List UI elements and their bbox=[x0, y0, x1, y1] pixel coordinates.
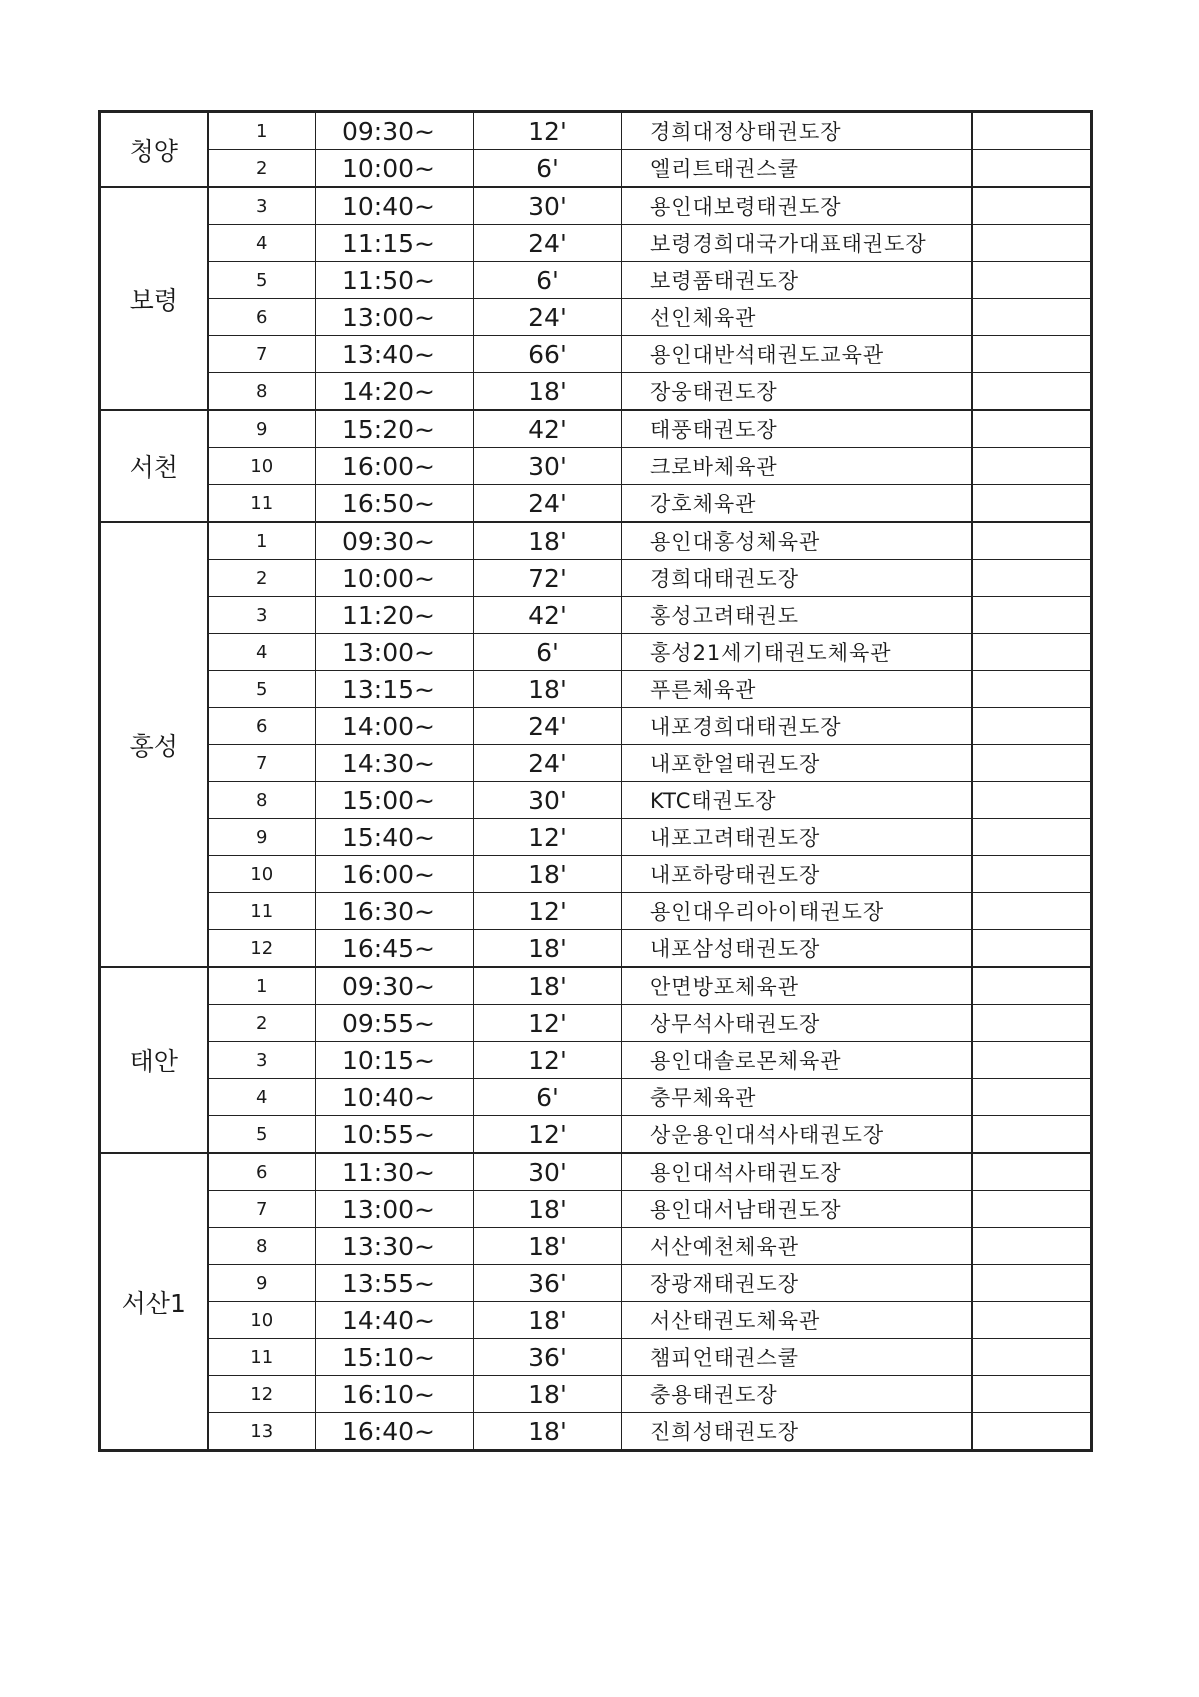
note-cell bbox=[972, 373, 1092, 411]
duration-cell: 18' bbox=[474, 1413, 622, 1451]
entry-number-cell: 10 bbox=[208, 1302, 316, 1339]
start-time-cell: 10:00~ bbox=[316, 560, 474, 597]
start-time-cell: 15:20~ bbox=[316, 410, 474, 448]
table-row bbox=[100, 745, 1092, 782]
venue-name-cell: 용인대반석태권도교육관 bbox=[622, 336, 972, 373]
entry-number-cell: 2 bbox=[208, 150, 316, 188]
region-cell: 홍성 bbox=[100, 522, 208, 967]
duration-cell: 30' bbox=[474, 187, 622, 225]
venue-name-cell: 상무석사태권도장 bbox=[622, 1005, 972, 1042]
duration-cell: 6' bbox=[474, 1079, 622, 1116]
table-row bbox=[100, 373, 1092, 411]
duration-cell: 24' bbox=[474, 745, 622, 782]
start-time-cell: 10:40~ bbox=[316, 187, 474, 225]
venue-name-cell: 내포고려태권도장 bbox=[622, 819, 972, 856]
note-cell bbox=[972, 1042, 1092, 1079]
entry-number-cell: 9 bbox=[208, 1265, 316, 1302]
table-row bbox=[100, 560, 1092, 597]
entry-number-cell: 5 bbox=[208, 671, 316, 708]
duration-cell: 12' bbox=[474, 1042, 622, 1079]
table-row bbox=[100, 1413, 1092, 1451]
duration-cell: 30' bbox=[474, 1153, 622, 1191]
start-time-cell: 16:30~ bbox=[316, 893, 474, 930]
venue-name-cell: 홍성고려태권도 bbox=[622, 597, 972, 634]
start-time-cell: 14:20~ bbox=[316, 373, 474, 411]
note-cell bbox=[972, 1079, 1092, 1116]
duration-cell: 42' bbox=[474, 410, 622, 448]
start-time-cell: 11:50~ bbox=[316, 262, 474, 299]
table-row bbox=[100, 1005, 1092, 1042]
entry-number-cell: 1 bbox=[208, 967, 316, 1005]
duration-cell: 18' bbox=[474, 671, 622, 708]
table-row bbox=[100, 819, 1092, 856]
note-cell bbox=[972, 708, 1092, 745]
start-time-cell: 16:40~ bbox=[316, 1413, 474, 1451]
table-row bbox=[100, 967, 1092, 1005]
note-cell bbox=[972, 1376, 1092, 1413]
entry-number-cell: 6 bbox=[208, 708, 316, 745]
start-time-cell: 16:00~ bbox=[316, 856, 474, 893]
start-time-cell: 13:00~ bbox=[316, 634, 474, 671]
start-time-cell: 15:10~ bbox=[316, 1339, 474, 1376]
start-time-cell: 16:10~ bbox=[316, 1376, 474, 1413]
duration-cell: 18' bbox=[474, 1191, 622, 1228]
start-time-cell: 09:30~ bbox=[316, 522, 474, 560]
venue-name-cell: 용인대솔로몬체육관 bbox=[622, 1042, 972, 1079]
duration-cell: 12' bbox=[474, 819, 622, 856]
start-time-cell: 13:40~ bbox=[316, 336, 474, 373]
note-cell bbox=[972, 225, 1092, 262]
note-cell bbox=[972, 634, 1092, 671]
start-time-cell: 16:00~ bbox=[316, 448, 474, 485]
entry-number-cell: 3 bbox=[208, 187, 316, 225]
note-cell bbox=[972, 671, 1092, 708]
start-time-cell: 16:50~ bbox=[316, 485, 474, 523]
table-row bbox=[100, 299, 1092, 336]
venue-name-cell: 충용태권도장 bbox=[622, 1376, 972, 1413]
entry-number-cell: 4 bbox=[208, 225, 316, 262]
duration-cell: 6' bbox=[474, 634, 622, 671]
entry-number-cell: 6 bbox=[208, 1153, 316, 1191]
note-cell bbox=[972, 485, 1092, 523]
note-cell bbox=[972, 560, 1092, 597]
venue-name-cell: 내포하랑태권도장 bbox=[622, 856, 972, 893]
duration-cell: 12' bbox=[474, 1005, 622, 1042]
note-cell bbox=[972, 1302, 1092, 1339]
venue-name-cell: 크로바체육관 bbox=[622, 448, 972, 485]
start-time-cell: 11:15~ bbox=[316, 225, 474, 262]
duration-cell: 12' bbox=[474, 893, 622, 930]
venue-name-cell: 상운용인대석사태권도장 bbox=[622, 1116, 972, 1154]
start-time-cell: 11:20~ bbox=[316, 597, 474, 634]
venue-name-cell: 홍성21세기태권도체육관 bbox=[622, 634, 972, 671]
note-cell bbox=[972, 782, 1092, 819]
start-time-cell: 13:00~ bbox=[316, 299, 474, 336]
entry-number-cell: 11 bbox=[208, 1339, 316, 1376]
note-cell bbox=[972, 967, 1092, 1005]
table-row bbox=[100, 1339, 1092, 1376]
table-row bbox=[100, 1302, 1092, 1339]
table-row bbox=[100, 1228, 1092, 1265]
entry-number-cell: 10 bbox=[208, 856, 316, 893]
note-cell bbox=[972, 1191, 1092, 1228]
duration-cell: 72' bbox=[474, 560, 622, 597]
start-time-cell: 13:00~ bbox=[316, 1191, 474, 1228]
entry-number-cell: 8 bbox=[208, 1228, 316, 1265]
duration-cell: 30' bbox=[474, 448, 622, 485]
table-row bbox=[100, 597, 1092, 634]
table-row bbox=[100, 410, 1092, 448]
table-row bbox=[100, 448, 1092, 485]
venue-name-cell: 강호체육관 bbox=[622, 485, 972, 523]
note-cell bbox=[972, 187, 1092, 225]
region-cell: 청양 bbox=[100, 112, 208, 188]
duration-cell: 42' bbox=[474, 597, 622, 634]
duration-cell: 18' bbox=[474, 930, 622, 968]
venue-name-cell: 장광재태권도장 bbox=[622, 1265, 972, 1302]
start-time-cell: 10:15~ bbox=[316, 1042, 474, 1079]
table-row bbox=[100, 708, 1092, 745]
venue-name-cell: 챔피언태권스쿨 bbox=[622, 1339, 972, 1376]
table-row bbox=[100, 671, 1092, 708]
duration-cell: 18' bbox=[474, 1228, 622, 1265]
venue-name-cell: 보령품태권도장 bbox=[622, 262, 972, 299]
note-cell bbox=[972, 262, 1092, 299]
duration-cell: 18' bbox=[474, 373, 622, 411]
entry-number-cell: 8 bbox=[208, 373, 316, 411]
duration-cell: 18' bbox=[474, 967, 622, 1005]
entry-number-cell: 7 bbox=[208, 745, 316, 782]
entry-number-cell: 11 bbox=[208, 893, 316, 930]
note-cell bbox=[972, 893, 1092, 930]
note-cell bbox=[972, 448, 1092, 485]
note-cell bbox=[972, 522, 1092, 560]
venue-name-cell: 용인대보령태권도장 bbox=[622, 187, 972, 225]
duration-cell: 24' bbox=[474, 299, 622, 336]
venue-name-cell: 용인대석사태권도장 bbox=[622, 1153, 972, 1191]
duration-cell: 18' bbox=[474, 1376, 622, 1413]
entry-number-cell: 9 bbox=[208, 410, 316, 448]
table-row bbox=[100, 1042, 1092, 1079]
note-cell bbox=[972, 856, 1092, 893]
table-row bbox=[100, 1153, 1092, 1191]
venue-name-cell: 용인대서남태권도장 bbox=[622, 1191, 972, 1228]
venue-name-cell: 안면방포체육관 bbox=[622, 967, 972, 1005]
entry-number-cell: 10 bbox=[208, 448, 316, 485]
venue-name-cell: 내포경희대태권도장 bbox=[622, 708, 972, 745]
venue-name-cell: 선인체육관 bbox=[622, 299, 972, 336]
venue-name-cell: 보령경희대국가대표태권도장 bbox=[622, 225, 972, 262]
table-row bbox=[100, 522, 1092, 560]
entry-number-cell: 12 bbox=[208, 1376, 316, 1413]
entry-number-cell: 2 bbox=[208, 560, 316, 597]
region-cell: 서산1 bbox=[100, 1153, 208, 1451]
entry-number-cell: 1 bbox=[208, 522, 316, 560]
table-row bbox=[100, 634, 1092, 671]
entry-number-cell: 12 bbox=[208, 930, 316, 968]
table-row bbox=[100, 225, 1092, 262]
start-time-cell: 10:40~ bbox=[316, 1079, 474, 1116]
schedule-body bbox=[100, 112, 1092, 1451]
table-row bbox=[100, 782, 1092, 819]
start-time-cell: 13:15~ bbox=[316, 671, 474, 708]
note-cell bbox=[972, 1005, 1092, 1042]
note-cell bbox=[972, 112, 1092, 150]
table-row bbox=[100, 1079, 1092, 1116]
entry-number-cell: 11 bbox=[208, 485, 316, 523]
start-time-cell: 15:00~ bbox=[316, 782, 474, 819]
schedule-table bbox=[98, 110, 1093, 1452]
entry-number-cell: 2 bbox=[208, 1005, 316, 1042]
table-row bbox=[100, 1191, 1092, 1228]
table-row bbox=[100, 112, 1092, 150]
venue-name-cell: 용인대홍성체육관 bbox=[622, 522, 972, 560]
entry-number-cell: 9 bbox=[208, 819, 316, 856]
note-cell bbox=[972, 1228, 1092, 1265]
duration-cell: 24' bbox=[474, 708, 622, 745]
duration-cell: 36' bbox=[474, 1339, 622, 1376]
start-time-cell: 15:40~ bbox=[316, 819, 474, 856]
table-row bbox=[100, 1376, 1092, 1413]
note-cell bbox=[972, 1153, 1092, 1191]
table-row bbox=[100, 150, 1092, 188]
table-row bbox=[100, 856, 1092, 893]
note-cell bbox=[972, 1413, 1092, 1451]
duration-cell: 66' bbox=[474, 336, 622, 373]
duration-cell: 6' bbox=[474, 262, 622, 299]
duration-cell: 18' bbox=[474, 522, 622, 560]
note-cell bbox=[972, 597, 1092, 634]
table-row bbox=[100, 1116, 1092, 1154]
start-time-cell: 10:55~ bbox=[316, 1116, 474, 1154]
note-cell bbox=[972, 745, 1092, 782]
region-cell: 보령 bbox=[100, 187, 208, 410]
table-row bbox=[100, 187, 1092, 225]
table-row bbox=[100, 893, 1092, 930]
venue-name-cell: 충무체육관 bbox=[622, 1079, 972, 1116]
note-cell bbox=[972, 1116, 1092, 1154]
duration-cell: 18' bbox=[474, 1302, 622, 1339]
entry-number-cell: 8 bbox=[208, 782, 316, 819]
table-row bbox=[100, 485, 1092, 523]
entry-number-cell: 5 bbox=[208, 1116, 316, 1154]
note-cell bbox=[972, 299, 1092, 336]
venue-name-cell: 푸른체육관 bbox=[622, 671, 972, 708]
venue-name-cell: 장웅태권도장 bbox=[622, 373, 972, 411]
entry-number-cell: 7 bbox=[208, 336, 316, 373]
start-time-cell: 09:30~ bbox=[316, 112, 474, 150]
note-cell bbox=[972, 819, 1092, 856]
entry-number-cell: 7 bbox=[208, 1191, 316, 1228]
table-row bbox=[100, 336, 1092, 373]
entry-number-cell: 6 bbox=[208, 299, 316, 336]
note-cell bbox=[972, 336, 1092, 373]
entry-number-cell: 1 bbox=[208, 112, 316, 150]
note-cell bbox=[972, 1339, 1092, 1376]
duration-cell: 30' bbox=[474, 782, 622, 819]
note-cell bbox=[972, 930, 1092, 968]
duration-cell: 12' bbox=[474, 112, 622, 150]
start-time-cell: 13:30~ bbox=[316, 1228, 474, 1265]
start-time-cell: 09:55~ bbox=[316, 1005, 474, 1042]
venue-name-cell: 내포삼성태권도장 bbox=[622, 930, 972, 968]
entry-number-cell: 3 bbox=[208, 1042, 316, 1079]
venue-name-cell: 서산태권도체육관 bbox=[622, 1302, 972, 1339]
venue-name-cell: 용인대우리아이태권도장 bbox=[622, 893, 972, 930]
start-time-cell: 14:30~ bbox=[316, 745, 474, 782]
region-cell: 서천 bbox=[100, 410, 208, 522]
start-time-cell: 10:00~ bbox=[316, 150, 474, 188]
note-cell bbox=[972, 150, 1092, 188]
start-time-cell: 16:45~ bbox=[316, 930, 474, 968]
duration-cell: 6' bbox=[474, 150, 622, 188]
start-time-cell: 09:30~ bbox=[316, 967, 474, 1005]
note-cell bbox=[972, 1265, 1092, 1302]
venue-name-cell: 엘리트태권스쿨 bbox=[622, 150, 972, 188]
venue-name-cell: 경희대정상태권도장 bbox=[622, 112, 972, 150]
duration-cell: 24' bbox=[474, 485, 622, 523]
duration-cell: 36' bbox=[474, 1265, 622, 1302]
start-time-cell: 14:40~ bbox=[316, 1302, 474, 1339]
start-time-cell: 14:00~ bbox=[316, 708, 474, 745]
table-row bbox=[100, 930, 1092, 968]
entry-number-cell: 4 bbox=[208, 1079, 316, 1116]
duration-cell: 18' bbox=[474, 856, 622, 893]
entry-number-cell: 5 bbox=[208, 262, 316, 299]
venue-name-cell: 태풍태권도장 bbox=[622, 410, 972, 448]
table-row bbox=[100, 262, 1092, 299]
venue-name-cell: 경희대태권도장 bbox=[622, 560, 972, 597]
start-time-cell: 11:30~ bbox=[316, 1153, 474, 1191]
region-cell: 태안 bbox=[100, 967, 208, 1153]
entry-number-cell: 4 bbox=[208, 634, 316, 671]
venue-name-cell: KTC태권도장 bbox=[622, 782, 972, 819]
note-cell bbox=[972, 410, 1092, 448]
duration-cell: 12' bbox=[474, 1116, 622, 1154]
venue-name-cell: 서산예천체육관 bbox=[622, 1228, 972, 1265]
entry-number-cell: 13 bbox=[208, 1413, 316, 1451]
venue-name-cell: 진희성태권도장 bbox=[622, 1413, 972, 1451]
entry-number-cell: 3 bbox=[208, 597, 316, 634]
venue-name-cell: 내포한얼태권도장 bbox=[622, 745, 972, 782]
table-row bbox=[100, 1265, 1092, 1302]
start-time-cell: 13:55~ bbox=[316, 1265, 474, 1302]
duration-cell: 24' bbox=[474, 225, 622, 262]
